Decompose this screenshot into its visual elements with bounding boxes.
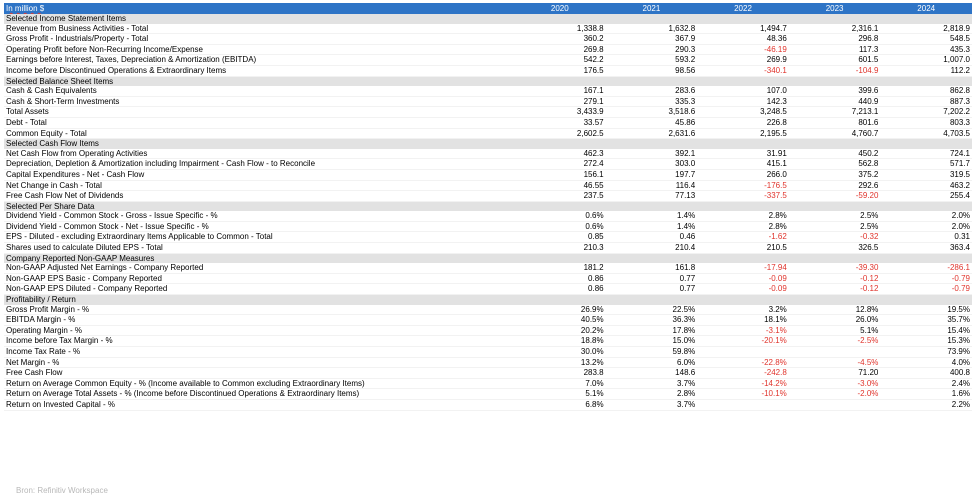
row-value: 0.6% (514, 221, 606, 232)
row-value: 46.55 (514, 180, 606, 191)
row-value: -242.8 (697, 368, 789, 379)
row-value: -0.09 (697, 284, 789, 295)
table-row (4, 232, 972, 243)
row-value: 30.0% (514, 347, 606, 358)
row-value: 48.36 (697, 34, 789, 45)
row-value: -104.9 (789, 65, 881, 76)
row-value: 2.8% (697, 221, 789, 232)
row-value: -2.0% (789, 389, 881, 400)
table-row (4, 117, 972, 128)
row-label: Dividend Yield - Common Stock - Gross - Issue Specific - % (4, 211, 514, 221)
financial-table (4, 3, 972, 411)
row-value: -20.1% (697, 336, 789, 347)
table-header (4, 3, 972, 14)
row-label: Gross Profit Margin - % (4, 305, 514, 315)
row-value: 0.31 (880, 232, 972, 243)
row-value: 3,518.6 (606, 107, 698, 118)
row-value: 3.7% (606, 399, 698, 410)
row-value: -14.2% (697, 378, 789, 389)
row-value: 2.5% (789, 221, 881, 232)
row-value: -0.12 (789, 284, 881, 295)
row-value: 237.5 (514, 191, 606, 202)
row-value: 45.86 (606, 117, 698, 128)
row-value: 724.1 (880, 149, 972, 159)
row-value: 98.56 (606, 65, 698, 76)
table-row (4, 149, 972, 159)
row-value: 3,433.9 (514, 107, 606, 118)
year-header: 2021 (606, 3, 698, 14)
row-label: Revenue from Business Activities - Total (4, 24, 514, 34)
row-value: -286.1 (880, 263, 972, 273)
row-label: Shares used to calculate Diluted EPS - Total (4, 243, 514, 254)
row-value: 26.0% (789, 315, 881, 326)
row-value: 2.5% (789, 211, 881, 221)
row-value: 571.7 (880, 159, 972, 170)
row-value: 167.1 (514, 86, 606, 96)
section-header-row (4, 139, 972, 149)
row-value: 1,494.7 (697, 24, 789, 34)
table-row (4, 107, 972, 118)
row-value: -3.1% (697, 325, 789, 336)
row-value: 161.8 (606, 263, 698, 273)
row-value: 2.4% (880, 378, 972, 389)
row-label: Cash & Short-Term Investments (4, 96, 514, 107)
row-label: Net Cash Flow from Operating Activities (4, 149, 514, 159)
row-label: Cash & Cash Equivalents (4, 86, 514, 96)
row-value: 112.2 (880, 65, 972, 76)
row-value: 59.8% (606, 347, 698, 358)
row-value (789, 347, 881, 358)
table-row (4, 284, 972, 295)
row-value: 20.2% (514, 325, 606, 336)
section-title: Selected Per Share Data (4, 201, 972, 211)
row-label: Return on Average Total Assets - % (Income before Discontinued Operations & Extraordinary Items) (4, 389, 514, 400)
table-row (4, 368, 972, 379)
row-value: -0.09 (697, 273, 789, 284)
row-value: 283.8 (514, 368, 606, 379)
row-label: Net Change in Cash - Total (4, 180, 514, 191)
row-value: 71.20 (789, 368, 881, 379)
row-value: 463.2 (880, 180, 972, 191)
table-row (4, 211, 972, 221)
row-label: Return on Invested Capital - % (4, 399, 514, 410)
row-value: 0.46 (606, 232, 698, 243)
row-value: 210.4 (606, 243, 698, 254)
row-value: 269.9 (697, 55, 789, 66)
financial-table-sheet (4, 3, 972, 411)
row-value (789, 399, 881, 410)
table-row (4, 399, 972, 410)
row-value: 3,248.5 (697, 107, 789, 118)
table-row (4, 243, 972, 254)
row-label: Non-GAAP EPS Basic - Company Reported (4, 273, 514, 284)
row-value: 3.2% (697, 305, 789, 315)
row-value: 17.8% (606, 325, 698, 336)
row-value: 19.5% (880, 305, 972, 315)
row-value: 803.3 (880, 117, 972, 128)
table-row (4, 305, 972, 315)
row-value: 2,631.6 (606, 128, 698, 139)
section-header-row (4, 76, 972, 86)
row-label: Capital Expenditures - Net - Cash Flow (4, 169, 514, 180)
row-value: 7.0% (514, 378, 606, 389)
section-title: Profitability / Return (4, 295, 972, 305)
row-value: 2,602.5 (514, 128, 606, 139)
row-value: 450.2 (789, 149, 881, 159)
row-value: -2.5% (789, 336, 881, 347)
row-value: 399.6 (789, 86, 881, 96)
row-label: Operating Profit before Non-Recurring Income/Expense (4, 44, 514, 55)
row-value: -22.8% (697, 357, 789, 368)
row-value: 12.8% (789, 305, 881, 315)
row-value: -46.19 (697, 44, 789, 55)
row-value: 26.9% (514, 305, 606, 315)
row-value: 5.1% (789, 325, 881, 336)
row-value: 210.3 (514, 243, 606, 254)
row-value: 392.1 (606, 149, 698, 159)
row-value: 272.4 (514, 159, 606, 170)
row-value: 210.5 (697, 243, 789, 254)
row-label: Operating Margin - % (4, 325, 514, 336)
section-title: Selected Cash Flow Items (4, 139, 972, 149)
row-value: 31.91 (697, 149, 789, 159)
row-label: Net Margin - % (4, 357, 514, 368)
row-label: Income before Discontinued Operations & Extraordinary Items (4, 65, 514, 76)
row-value: 335.3 (606, 96, 698, 107)
section-header-row (4, 201, 972, 211)
row-value: -17.94 (697, 263, 789, 273)
table-row (4, 96, 972, 107)
row-value: 542.2 (514, 55, 606, 66)
row-value: 269.8 (514, 44, 606, 55)
row-value: 462.3 (514, 149, 606, 159)
table-row (4, 86, 972, 96)
row-value: -4.5% (789, 357, 881, 368)
row-value: 279.1 (514, 96, 606, 107)
row-value: 181.2 (514, 263, 606, 273)
row-value: 4.0% (880, 357, 972, 368)
row-value: 303.0 (606, 159, 698, 170)
table-row (4, 273, 972, 284)
row-label: Debt - Total (4, 117, 514, 128)
row-value: 601.5 (789, 55, 881, 66)
row-value: 148.6 (606, 368, 698, 379)
row-value: -340.1 (697, 65, 789, 76)
row-value: 2,316.1 (789, 24, 881, 34)
table-row (4, 180, 972, 191)
row-value: 415.1 (697, 159, 789, 170)
row-value: 2,818.9 (880, 24, 972, 34)
year-header: 2023 (789, 3, 881, 14)
section-title: Company Reported Non-GAAP Measures (4, 253, 972, 263)
row-value: 5.1% (514, 389, 606, 400)
row-value: 226.8 (697, 117, 789, 128)
row-value: 40.5% (514, 315, 606, 326)
row-value: 4,703.5 (880, 128, 972, 139)
row-label: Total Assets (4, 107, 514, 118)
row-label: Free Cash Flow (4, 368, 514, 379)
row-value: 1.4% (606, 221, 698, 232)
row-value: 0.85 (514, 232, 606, 243)
row-value: 1,007.0 (880, 55, 972, 66)
row-value: 2.0% (880, 211, 972, 221)
table-row (4, 55, 972, 66)
table-row (4, 357, 972, 368)
table-row (4, 315, 972, 326)
table-row (4, 221, 972, 232)
row-value: 33.57 (514, 117, 606, 128)
row-value: 6.8% (514, 399, 606, 410)
row-value: 3.7% (606, 378, 698, 389)
row-value: 35.7% (880, 315, 972, 326)
row-label: Income before Tax Margin - % (4, 336, 514, 347)
row-value: 0.86 (514, 284, 606, 295)
table-row (4, 169, 972, 180)
row-value: 266.0 (697, 169, 789, 180)
section-header-row (4, 295, 972, 305)
row-value: -0.79 (880, 284, 972, 295)
table-row (4, 24, 972, 34)
row-value: 292.6 (789, 180, 881, 191)
unit-label-text: In million $ (6, 4, 45, 13)
row-value: 176.5 (514, 65, 606, 76)
row-value: 360.2 (514, 34, 606, 45)
row-value: 2.8% (697, 211, 789, 221)
row-value: 15.0% (606, 336, 698, 347)
row-value: 363.4 (880, 243, 972, 254)
section-header-row (4, 253, 972, 263)
table-row (4, 191, 972, 202)
row-value: 887.3 (880, 96, 972, 107)
row-value: 22.5% (606, 305, 698, 315)
row-value: 593.2 (606, 55, 698, 66)
row-value: 77.13 (606, 191, 698, 202)
year-header: 2024 (880, 3, 972, 14)
row-value: 400.8 (880, 368, 972, 379)
unit-label (4, 3, 514, 14)
row-label: Earnings before Interest, Taxes, Depreciation & Amortization (EBITDA) (4, 55, 514, 66)
row-label: Return on Average Common Equity - % (Income available to Common excluding Extraordinary Items) (4, 378, 514, 389)
row-value: -39.30 (789, 263, 881, 273)
row-value: 1,338.8 (514, 24, 606, 34)
row-value: 801.6 (789, 117, 881, 128)
row-value: 15.4% (880, 325, 972, 336)
row-value: 862.8 (880, 86, 972, 96)
row-value (697, 399, 789, 410)
row-value: -1.62 (697, 232, 789, 243)
row-value: 296.8 (789, 34, 881, 45)
row-value: 2,195.5 (697, 128, 789, 139)
year-header: 2020 (514, 3, 606, 14)
table-row (4, 263, 972, 273)
row-value: -10.1% (697, 389, 789, 400)
table-row (4, 389, 972, 400)
row-value: 156.1 (514, 169, 606, 180)
row-value: 73.9% (880, 347, 972, 358)
row-value: 290.3 (606, 44, 698, 55)
row-value: 116.4 (606, 180, 698, 191)
row-label: Non-GAAP Adjusted Net Earnings - Company Reported (4, 263, 514, 273)
row-value: 18.1% (697, 315, 789, 326)
row-value: 197.7 (606, 169, 698, 180)
row-value: -59.20 (789, 191, 881, 202)
row-value: 2.8% (606, 389, 698, 400)
row-value: -0.32 (789, 232, 881, 243)
row-value: 440.9 (789, 96, 881, 107)
row-value: 326.5 (789, 243, 881, 254)
row-value: 1.6% (880, 389, 972, 400)
year-header: 2022 (697, 3, 789, 14)
row-value: 117.3 (789, 44, 881, 55)
row-value: -0.12 (789, 273, 881, 284)
row-label: Depreciation, Depletion & Amortization including Impairment - Cash Flow - to Reconcile (4, 159, 514, 170)
row-value: 0.77 (606, 273, 698, 284)
row-value: 1.4% (606, 211, 698, 221)
section-title: Selected Balance Sheet Items (4, 76, 972, 86)
table-row (4, 325, 972, 336)
row-value: 562.8 (789, 159, 881, 170)
row-value: 0.86 (514, 273, 606, 284)
row-label: Free Cash Flow Net of Dividends (4, 191, 514, 202)
row-value: 375.2 (789, 169, 881, 180)
row-value: 1,632.8 (606, 24, 698, 34)
table-row (4, 378, 972, 389)
row-label: Gross Profit - Industrials/Property - Total (4, 34, 514, 45)
source-note: Bron: Refinitiv Workspace (16, 486, 108, 495)
row-value: 4,760.7 (789, 128, 881, 139)
row-value: 548.5 (880, 34, 972, 45)
row-value: 319.5 (880, 169, 972, 180)
row-value: 15.3% (880, 336, 972, 347)
row-value: 255.4 (880, 191, 972, 202)
row-label: Income Tax Rate - % (4, 347, 514, 358)
table-body (4, 14, 972, 410)
row-label: EBITDA Margin - % (4, 315, 514, 326)
row-value: -0.79 (880, 273, 972, 284)
table-row (4, 159, 972, 170)
row-value: 0.6% (514, 211, 606, 221)
row-label: EPS - Diluted - excluding Extraordinary Items Applicable to Common - Total (4, 232, 514, 243)
row-value: 0.77 (606, 284, 698, 295)
row-value: 435.3 (880, 44, 972, 55)
row-value: 18.8% (514, 336, 606, 347)
row-value: -3.0% (789, 378, 881, 389)
row-label: Non-GAAP EPS Diluted - Company Reported (4, 284, 514, 295)
row-value: 142.3 (697, 96, 789, 107)
row-value: -176.5 (697, 180, 789, 191)
section-title: Selected Income Statement Items (4, 14, 972, 24)
row-value: 13.2% (514, 357, 606, 368)
row-value: -337.5 (697, 191, 789, 202)
row-value: 36.3% (606, 315, 698, 326)
table-row (4, 34, 972, 45)
table-row (4, 65, 972, 76)
row-value: 2.0% (880, 221, 972, 232)
row-value: 283.6 (606, 86, 698, 96)
row-label: Common Equity - Total (4, 128, 514, 139)
row-value: 2.2% (880, 399, 972, 410)
row-value: 107.0 (697, 86, 789, 96)
row-value: 367.9 (606, 34, 698, 45)
row-value (697, 347, 789, 358)
header-row (4, 3, 972, 14)
section-header-row (4, 14, 972, 24)
table-row (4, 347, 972, 358)
table-row (4, 336, 972, 347)
row-label: Dividend Yield - Common Stock - Net - Issue Specific - % (4, 221, 514, 232)
row-value: 7,213.1 (789, 107, 881, 118)
row-value: 7,202.2 (880, 107, 972, 118)
table-row (4, 44, 972, 55)
table-row (4, 128, 972, 139)
row-value: 6.0% (606, 357, 698, 368)
